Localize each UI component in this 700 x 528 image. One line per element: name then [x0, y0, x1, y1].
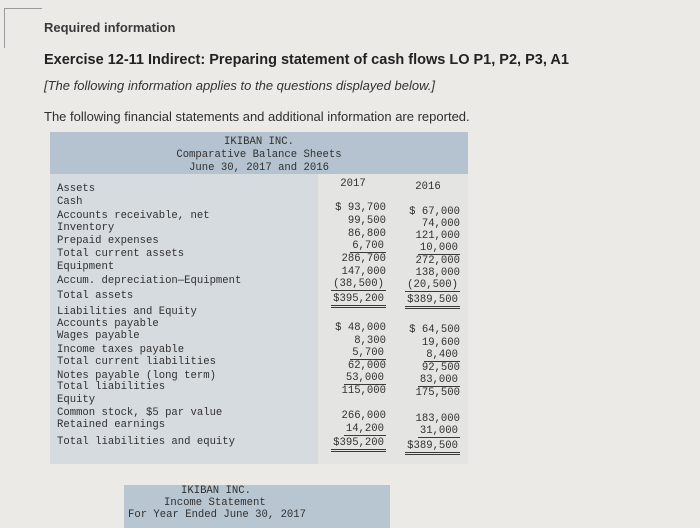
accounts-payable-2016: $ 64,500 — [409, 324, 460, 336]
equipment-2017: 147,000 — [341, 266, 386, 278]
prepaid-2017: 6,700 — [352, 240, 384, 252]
accounts-receivable-2017: 99,500 — [347, 215, 386, 227]
total-assets-2017-cell — [320, 293, 386, 308]
income-taxes-2016-cell — [396, 349, 460, 362]
equity-header: Equity — [57, 394, 96, 406]
column-header-2016: 2016 — [415, 181, 441, 193]
notes-payable-2017-cell — [320, 372, 386, 385]
total-assets-2016: $389,500 — [405, 294, 460, 309]
row-label-wages-payable: Wages payable — [57, 330, 140, 342]
total-liab-equity-2017: $395,200 — [331, 437, 386, 452]
accum-dep-2017-cell — [320, 278, 386, 291]
balance-sheet-date: June 30, 2017 and 2016 — [189, 162, 329, 174]
notes-payable-2016: 83,000 — [419, 374, 458, 386]
page-corner-mark — [4, 8, 42, 9]
common-stock-2016: 183,000 — [415, 413, 460, 425]
income-statement-company: IKIBAN INC. — [181, 485, 251, 497]
total-liabilities-2016: 175,500 — [415, 387, 460, 399]
total-current-liabilities-2017: 62,000 — [347, 360, 386, 372]
row-label-prepaid-expenses: Prepaid expenses — [57, 235, 159, 247]
total-current-assets-2017: 286,700 — [341, 253, 386, 265]
exercise-title: Exercise 12-11 Indirect: Preparing statement of cash flows LO P1, P2, P3, A1 — [44, 52, 569, 68]
income-taxes-2016: 8,400 — [426, 349, 458, 361]
required-info-heading: Required information — [44, 20, 176, 35]
prepaid-2016-cell — [396, 242, 460, 255]
accum-dep-2016: (20,500) — [407, 279, 458, 291]
total-assets-2017: $395,200 — [331, 293, 386, 308]
row-label-cash: Cash — [57, 196, 83, 208]
wages-payable-2017: 8,300 — [354, 335, 386, 347]
total-current-liabilities-2016: 92,500 — [421, 362, 460, 374]
accounts-receivable-2016: 74,000 — [421, 218, 460, 230]
income-statement-title: Income Statement — [164, 497, 266, 509]
row-label-total-assets: Total assets — [57, 290, 134, 302]
inventory-2016: 121,000 — [415, 230, 460, 242]
accum-dep-2016-cell — [396, 279, 460, 292]
common-stock-2017: 266,000 — [341, 410, 386, 422]
total-liab-equity-2016-cell — [396, 440, 460, 455]
row-label-inventory: Inventory — [57, 222, 115, 234]
income-statement-period: For Year Ended June 30, 2017 — [128, 509, 307, 521]
total-assets-2016-cell — [396, 294, 460, 309]
cash-2017: $ 93,700 — [335, 202, 386, 214]
retained-earnings-2017-cell — [320, 423, 386, 436]
column-header-2017: 2017 — [340, 178, 366, 190]
total-liab-equity-2016: $389,500 — [405, 440, 460, 455]
row-label-accounts-payable: Accounts payable — [57, 318, 159, 330]
applies-note: [The following information applies to the questions displayed below.] — [44, 78, 435, 93]
page-corner-mark-vertical — [4, 8, 5, 48]
accounts-payable-2017: $ 48,000 — [335, 322, 386, 334]
liabilities-equity-header: Liabilities and Equity — [57, 306, 197, 318]
notes-payable-2016-cell — [396, 374, 460, 387]
income-taxes-2017: 5,700 — [352, 347, 384, 359]
income-taxes-2017-cell — [320, 347, 386, 360]
cash-2016: $ 67,000 — [409, 206, 460, 218]
equipment-2016: 138,000 — [415, 267, 460, 279]
total-current-assets-2016: 272,000 — [415, 255, 460, 267]
row-label-total-liabilities: Total liabilities — [57, 381, 166, 393]
prepaid-2017-cell — [320, 240, 386, 253]
row-label-common-stock: Common stock, $5 par value — [57, 407, 223, 419]
retained-earnings-2016-cell — [396, 425, 460, 438]
inventory-2017: 86,800 — [347, 228, 386, 240]
row-label-total-current-assets: Total current assets — [57, 248, 185, 260]
row-label-equipment: Equipment — [57, 261, 115, 273]
row-label-income-taxes-payable: Income taxes payable — [57, 344, 185, 356]
total-liabilities-2017: 115,000 — [341, 385, 386, 397]
retained-earnings-2017: 14,200 — [345, 423, 384, 435]
row-label-total-current-liabilities: Total current liabilities — [57, 356, 216, 368]
assets-header: Assets — [57, 183, 96, 195]
intro-text: The following financial statements and additional information are reported. — [44, 109, 470, 124]
row-label-total-liabilities-equity: Total liabilities and equity — [57, 436, 236, 448]
row-label-notes-payable: Notes payable (long term) — [57, 370, 216, 382]
prepaid-2016: 10,000 — [419, 242, 458, 254]
total-liab-equity-2017-cell — [320, 437, 386, 452]
wages-payable-2016: 19,600 — [421, 337, 460, 349]
retained-earnings-2016: 31,000 — [419, 425, 458, 437]
balance-sheet-company: IKIBAN INC. — [224, 136, 294, 148]
notes-payable-2017: 53,000 — [345, 372, 384, 384]
balance-sheet-header — [50, 132, 468, 174]
accum-dep-2017: (38,500) — [333, 278, 384, 290]
row-label-retained-earnings: Retained earnings — [57, 419, 166, 431]
balance-sheet-title: Comparative Balance Sheets — [176, 149, 342, 161]
row-label-accounts-receivable: Accounts receivable, net — [57, 210, 210, 222]
row-label-accum-depreciation: Accum. depreciation—Equipment — [57, 275, 242, 287]
